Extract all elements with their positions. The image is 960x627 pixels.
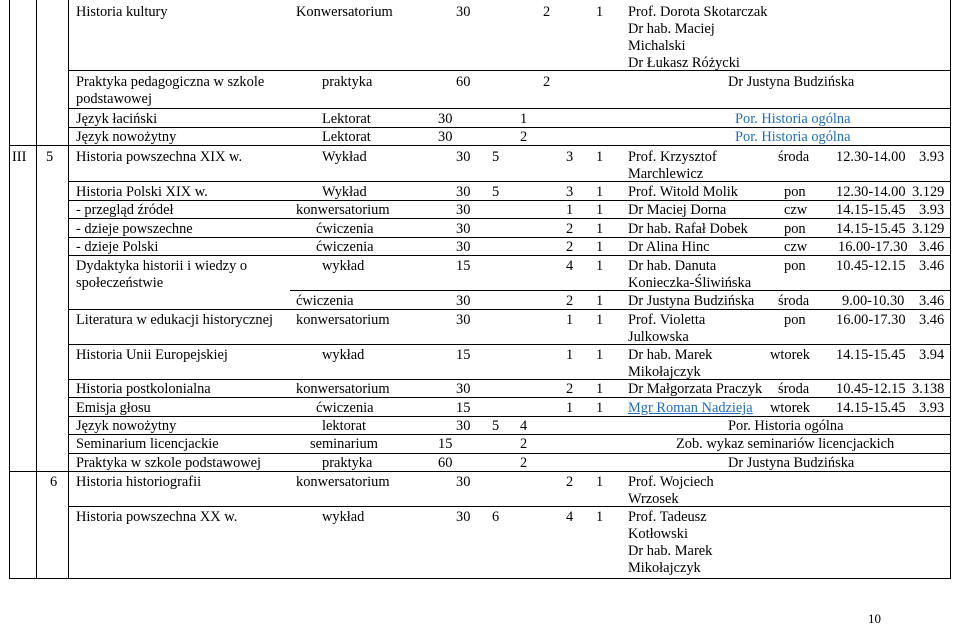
class-time: 16.00-17.30 <box>836 312 906 328</box>
course-ects: 5 <box>492 418 500 434</box>
teacher: Dr hab. Maciej <box>628 21 715 37</box>
course-col-b: 1 <box>596 400 604 416</box>
course-hours: 30 <box>456 312 471 328</box>
course-col-b: 1 <box>596 293 604 309</box>
course-col-a: 2 <box>543 4 551 20</box>
semester-number: 5 <box>46 149 54 165</box>
teacher: Marchlewicz <box>628 166 704 182</box>
teacher: Por. Historia ogólna <box>735 129 851 145</box>
course-name: Seminarium licencjackie <box>76 436 219 452</box>
teacher: Dr hab. Marek <box>628 347 713 363</box>
class-room: 3.46 <box>919 239 945 255</box>
teacher-link[interactable]: Mgr Roman Nadzieja <box>628 400 753 416</box>
class-room: 3.93 <box>919 202 945 218</box>
course-col-a: 1 <box>566 202 574 218</box>
course-name: Historia powszechna XIX w. <box>76 149 243 165</box>
course-hours: 15 <box>456 258 471 274</box>
course-name: Język łaciński <box>76 111 158 127</box>
course-hours: 30 <box>438 129 453 145</box>
class-day: pon <box>784 184 806 200</box>
row-line <box>68 108 951 109</box>
frame-left <box>9 0 10 578</box>
row-line <box>68 506 951 507</box>
course-col-b: 1 <box>596 4 604 20</box>
course-col-a: 2 <box>566 293 574 309</box>
course-hours: 30 <box>456 474 471 490</box>
frame-col-term <box>36 0 37 578</box>
row-line <box>68 255 951 256</box>
course-col-a: 2 <box>566 239 574 255</box>
course-ects: 5 <box>492 184 500 200</box>
course-hours: 30 <box>456 293 471 309</box>
teacher: Dr Łukasz Różycki <box>628 55 740 71</box>
class-day: czw <box>784 239 808 255</box>
class-room: 3.129 <box>912 184 945 200</box>
course-type: wykład <box>322 258 365 274</box>
course-name: - dzieje Polski <box>76 239 159 255</box>
course-hours: 15 <box>438 436 453 452</box>
course-ects: 6 <box>492 509 500 525</box>
course-name: Emisja głosu <box>76 400 151 416</box>
class-day: środa <box>778 149 810 165</box>
course-hours: 30 <box>456 4 471 20</box>
teacher: Kotłowski <box>628 526 688 542</box>
teacher: Dr Małgorzata Praczyk <box>628 381 763 397</box>
course-hours: 15 <box>456 347 471 363</box>
course-name: Język nowożytny <box>76 129 177 145</box>
course-type: konwersatorium <box>296 381 390 397</box>
teacher: Dr hab. Marek <box>628 543 713 559</box>
class-time: 10.45-12.15 <box>836 381 906 397</box>
course-col-a: 1 <box>566 312 574 328</box>
course-col-a: 2 <box>543 74 551 90</box>
teacher: Dr hab. Rafał Dobek <box>628 221 748 237</box>
teacher: Mikołajczyk <box>628 560 701 576</box>
course-col-b: 1 <box>596 202 604 218</box>
class-time: 14.15-15.45 <box>836 347 906 363</box>
course-type: ćwiczenia <box>316 221 374 237</box>
course-col-b: 1 <box>596 149 604 165</box>
class-room: 3.93 <box>919 400 945 416</box>
semester-number: 6 <box>50 474 58 490</box>
course-type: Lektorat <box>322 129 371 145</box>
teacher: Konieczka-Śliwińska <box>628 275 752 291</box>
course-name: Język nowożytny <box>76 418 177 434</box>
course-col-b: 1 <box>596 312 604 328</box>
course-type: praktyka <box>322 455 373 471</box>
row-line <box>68 218 951 219</box>
course-hours: 15 <box>456 400 471 416</box>
class-time: 14.15-15.45 <box>836 400 906 416</box>
course-type: Wykład <box>322 149 367 165</box>
course-col-b: 1 <box>596 221 604 237</box>
course-type: Wykład <box>322 184 367 200</box>
class-room: 3.46 <box>919 293 945 309</box>
course-type: konwersatorium <box>296 312 390 328</box>
teacher: Dr Justyna Budzińska <box>728 74 855 90</box>
course-col-b: 1 <box>596 239 604 255</box>
course-name: Historia Unii Europejskiej <box>76 347 228 363</box>
class-day: środa <box>778 381 810 397</box>
teacher: Mikołajczyk <box>628 364 701 380</box>
course-hours: 30 <box>456 509 471 525</box>
class-room: 3.93 <box>919 149 945 165</box>
teacher: Prof. Violetta <box>628 312 706 328</box>
class-day: wtorek <box>770 400 810 416</box>
teacher: Dr Justyna Budzińska <box>628 293 755 309</box>
class-time: 16.00-17.30 <box>838 239 908 255</box>
course-hours: 30 <box>456 184 471 200</box>
teacher: Michalski <box>628 38 686 54</box>
course-name: Praktyka pedagogiczna w szkole podstawowej <box>76 74 265 107</box>
class-time: 12.30-14.00 <box>836 184 906 200</box>
class-room: 3.94 <box>919 347 945 363</box>
class-day: pon <box>784 312 806 328</box>
course-type: ćwiczenia <box>296 293 354 309</box>
semester-label: III <box>12 149 27 165</box>
course-col-a: 1 <box>520 111 528 127</box>
course-name: Historia postkolonialna <box>76 381 211 397</box>
frame-right <box>950 0 951 578</box>
teacher: Julkowska <box>628 329 689 345</box>
row-line <box>68 70 951 71</box>
course-col-a: 2 <box>566 381 574 397</box>
course-col-b: 1 <box>596 474 604 490</box>
course-col-b: 1 <box>596 258 604 274</box>
teacher: Prof. Dorota Skotarczak <box>628 4 768 20</box>
course-col-a: 3 <box>566 184 574 200</box>
course-col-b: 1 <box>596 347 604 363</box>
teacher: Por. Historia ogólna <box>735 111 851 127</box>
teacher: Por. Historia ogólna <box>728 418 844 434</box>
course-type: lektorat <box>322 418 366 434</box>
course-name: - dzieje powszechne <box>76 221 193 237</box>
teacher: Dr Justyna Budzińska <box>728 455 855 471</box>
course-type: praktyka <box>322 74 373 90</box>
row-line <box>290 290 951 291</box>
class-time: 9.00-10.30 <box>842 293 905 309</box>
course-hours: 30 <box>456 221 471 237</box>
course-ects: 5 <box>492 149 500 165</box>
course-col-a: 2 <box>566 474 574 490</box>
course-col-a: 4 <box>520 418 528 434</box>
course-hours: 30 <box>456 239 471 255</box>
course-col-a: 4 <box>566 509 574 525</box>
course-col-b: 1 <box>596 381 604 397</box>
row-line <box>68 181 951 182</box>
course-name: - przegląd źródeł <box>76 202 174 218</box>
course-type: ćwiczenia <box>316 239 374 255</box>
row-line <box>68 453 951 454</box>
course-col-b: 1 <box>596 184 604 200</box>
course-type: wykład <box>322 509 365 525</box>
course-name: Praktyka w szkole podstawowej <box>76 455 262 471</box>
teacher: Zob. wykaz seminariów licencjackich <box>676 436 895 452</box>
class-time: 14.15-15.45 <box>836 221 906 237</box>
class-room: 3.138 <box>912 381 945 397</box>
course-type: ćwiczenia <box>316 400 374 416</box>
class-room: 3.129 <box>912 221 945 237</box>
course-name: Historia powszechna XX w. <box>76 509 238 525</box>
class-day: wtorek <box>770 347 810 363</box>
course-hours: 30 <box>456 149 471 165</box>
teacher: Dr Alina Hinc <box>628 239 710 255</box>
class-day: pon <box>784 258 806 274</box>
class-day: pon <box>784 221 806 237</box>
course-hours: 30 <box>456 202 471 218</box>
row-line <box>68 344 951 345</box>
course-hours: 30 <box>456 381 471 397</box>
course-name: Historia Polski XIX w. <box>76 184 208 200</box>
course-type: seminarium <box>310 436 378 452</box>
teacher: Dr hab. Danuta <box>628 258 717 274</box>
course-col-a: 2 <box>520 436 528 452</box>
course-col-a: 1 <box>566 400 574 416</box>
class-room: 3.46 <box>919 258 945 274</box>
class-time: 10.45-12.15 <box>836 258 906 274</box>
row-line <box>68 379 951 380</box>
class-time: 12.30-14.00 <box>836 149 906 165</box>
course-hours: 30 <box>438 111 453 127</box>
class-time: 14.15-15.45 <box>836 202 906 218</box>
course-col-a: 2 <box>566 221 574 237</box>
course-type: konwersatorium <box>296 202 390 218</box>
page-number: 10 <box>868 611 881 626</box>
teacher: Prof. Tadeusz <box>628 509 707 525</box>
course-hours: 60 <box>456 74 471 90</box>
course-name: Literatura w edukacji historycznej <box>76 312 273 328</box>
course-col-a: 2 <box>520 129 528 145</box>
row-line <box>68 237 951 238</box>
course-type: konwersatorium <box>296 474 390 490</box>
course-type: Lektorat <box>322 111 371 127</box>
teacher: Prof. Witold Molik <box>628 184 738 200</box>
course-col-a: 3 <box>566 149 574 165</box>
class-day: środa <box>778 293 810 309</box>
course-name: Historia historiografii <box>76 474 202 490</box>
course-col-b: 1 <box>596 509 604 525</box>
course-type: wykład <box>322 347 365 363</box>
course-col-a: 2 <box>520 455 528 471</box>
teacher: Prof. Wojciech <box>628 474 714 490</box>
course-type: Konwersatorium <box>296 4 393 20</box>
frame-col-num <box>68 0 69 578</box>
teacher: Wrzosek <box>628 491 679 507</box>
course-col-a: 4 <box>566 258 574 274</box>
class-day: czw <box>784 202 808 218</box>
teacher: Dr Maciej Dorna <box>628 202 727 218</box>
course-name: Dydaktyka historii i wiedzy o społeczeństwie <box>76 258 248 291</box>
course-hours: 30 <box>456 418 471 434</box>
course-col-a: 1 <box>566 347 574 363</box>
course-hours: 60 <box>438 455 453 471</box>
row-line <box>68 309 951 310</box>
course-name: Historia kultury <box>76 4 168 20</box>
row-line <box>9 578 951 579</box>
row-line <box>68 416 951 417</box>
teacher: Prof. Krzysztof <box>628 149 717 165</box>
class-room: 3.46 <box>919 312 945 328</box>
